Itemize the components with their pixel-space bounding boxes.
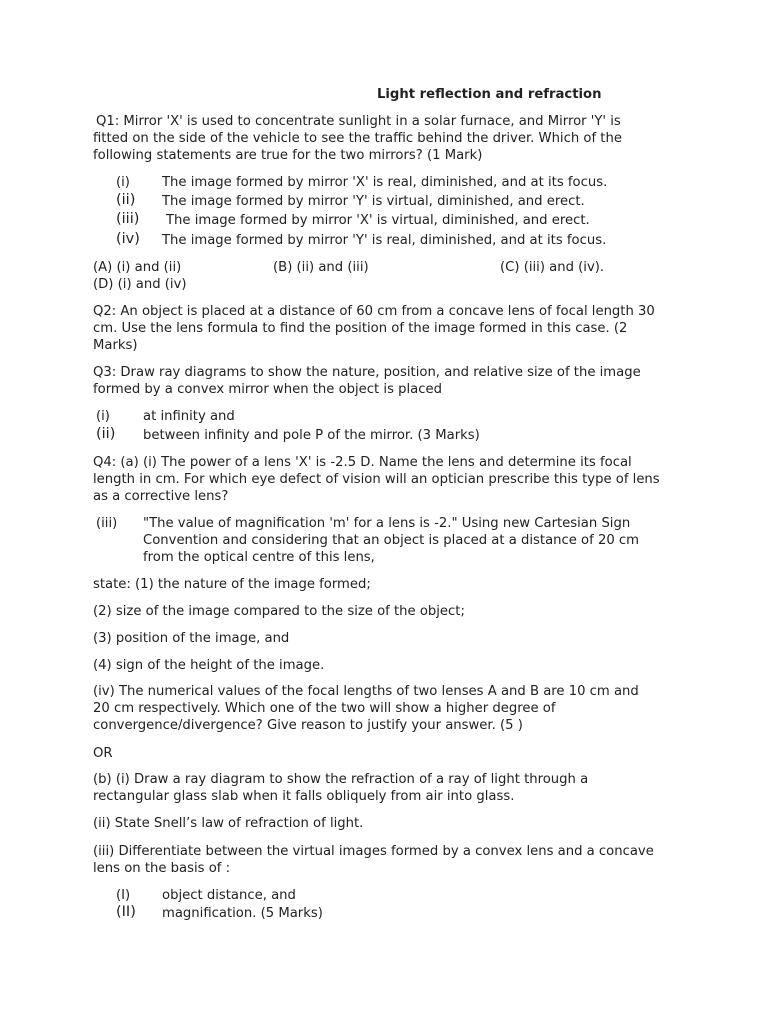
q4-b-item-number: (I) bbox=[116, 888, 131, 903]
or-separator: OR bbox=[93, 746, 113, 761]
q4-state-line: (4) sign of the height of the image. bbox=[93, 658, 325, 673]
q1-line: fitted on the side of the vehicle to see the traffic behind the driver. Which of the bbox=[93, 131, 622, 146]
q4-iv-line: convergence/divergence? Give reason to justify your answer. (5 ) bbox=[93, 718, 523, 733]
q4-line: Q4: (a) (i) The power of a lens 'X' is -2.5 D. Name the lens and determine its focal bbox=[93, 455, 632, 470]
q4-line: as a corrective lens? bbox=[93, 489, 229, 504]
q4-b-line: rectangular glass slab when it falls obliquely from air into glass. bbox=[93, 789, 515, 804]
q1-option: (B) (ii) and (iii) bbox=[273, 260, 369, 275]
page-title: Light reflection and refraction bbox=[377, 87, 602, 102]
q3-line: Q3: Draw ray diagrams to show the nature, position, and relative size of the image bbox=[93, 365, 641, 380]
q4-b-iii-line: lens on the basis of : bbox=[93, 861, 231, 876]
q1-line: Q1: Mirror 'X' is used to concentrate sunlight in a solar furnace, and Mirror 'Y' is bbox=[96, 114, 621, 129]
q4-iii-line: Convention and considering that an object is placed at a distance of 20 cm bbox=[143, 533, 640, 548]
q4-iii-line: "The value of magnification 'm' for a lens is -2." Using new Cartesian Sign bbox=[143, 516, 631, 531]
q1-option: (A) (i) and (ii) bbox=[93, 260, 182, 275]
q4-b-ii-line: (ii) State Snell’s law of refraction of light. bbox=[93, 816, 364, 831]
q4-b-line: (b) (i) Draw a ray diagram to show the refraction of a ray of light through a bbox=[93, 772, 589, 787]
q3-item-number: (ii) bbox=[96, 426, 116, 442]
q1-statement-text: The image formed by mirror 'Y' is virtual, diminished, and erect. bbox=[162, 194, 585, 209]
q4-b-item-text: magnification. (5 Marks) bbox=[162, 906, 323, 921]
q3-line: formed by a convex mirror when the object is placed bbox=[93, 382, 442, 397]
q2-line: Marks) bbox=[93, 338, 138, 353]
q1-statement-number: (ii) bbox=[116, 192, 136, 208]
q4-state-line: state: (1) the nature of the image formed; bbox=[93, 577, 371, 592]
q4-state-line: (2) size of the image compared to the size of the object; bbox=[93, 604, 465, 619]
q1-option: (D) (i) and (iv) bbox=[93, 277, 187, 292]
q4-b-item-text: object distance, and bbox=[162, 888, 296, 903]
q4-iii-number: (iii) bbox=[96, 516, 118, 531]
q1-statement-number: (i) bbox=[116, 175, 130, 190]
q1-statement-text: The image formed by mirror 'X' is real, diminished, and at its focus. bbox=[162, 175, 608, 190]
q4-b-iii-line: (iii) Differentiate between the virtual images formed by a convex lens and a concave bbox=[93, 844, 654, 859]
q1-statement-number: (iv) bbox=[116, 231, 140, 247]
q4-iv-line: (iv) The numerical values of the focal lengths of two lenses A and B are 10 cm and bbox=[93, 684, 639, 699]
q2-line: cm. Use the lens formula to find the position of the image formed in this case. (2 bbox=[93, 321, 628, 336]
q1-statement-text: The image formed by mirror 'Y' is real, diminished, and at its focus. bbox=[162, 233, 607, 248]
q4-iv-line: 20 cm respectively. Which one of the two will show a higher degree of bbox=[93, 701, 556, 716]
q1-option: (C) (iii) and (iv). bbox=[500, 260, 605, 275]
q1-statement-number: (iii) bbox=[116, 211, 140, 227]
q3-item-text: between infinity and pole P of the mirror. (3 Marks) bbox=[143, 428, 480, 443]
q2-line: Q2: An object is placed at a distance of 60 cm from a concave lens of focal length 30 bbox=[93, 304, 655, 319]
q4-state-line: (3) position of the image, and bbox=[93, 631, 290, 646]
q3-item-number: (i) bbox=[96, 409, 110, 424]
q1-statement-text: The image formed by mirror 'X' is virtual, diminished, and erect. bbox=[166, 213, 590, 228]
q4-iii-line: from the optical centre of this lens, bbox=[143, 550, 375, 565]
q4-line: length in cm. For which eye defect of vision will an optician prescribe this type of lens bbox=[93, 472, 660, 487]
q1-line: following statements are true for the two mirrors? (1 Mark) bbox=[93, 148, 483, 163]
q3-item-text: at infinity and bbox=[143, 409, 235, 424]
q4-b-item-number: (II) bbox=[116, 904, 136, 920]
